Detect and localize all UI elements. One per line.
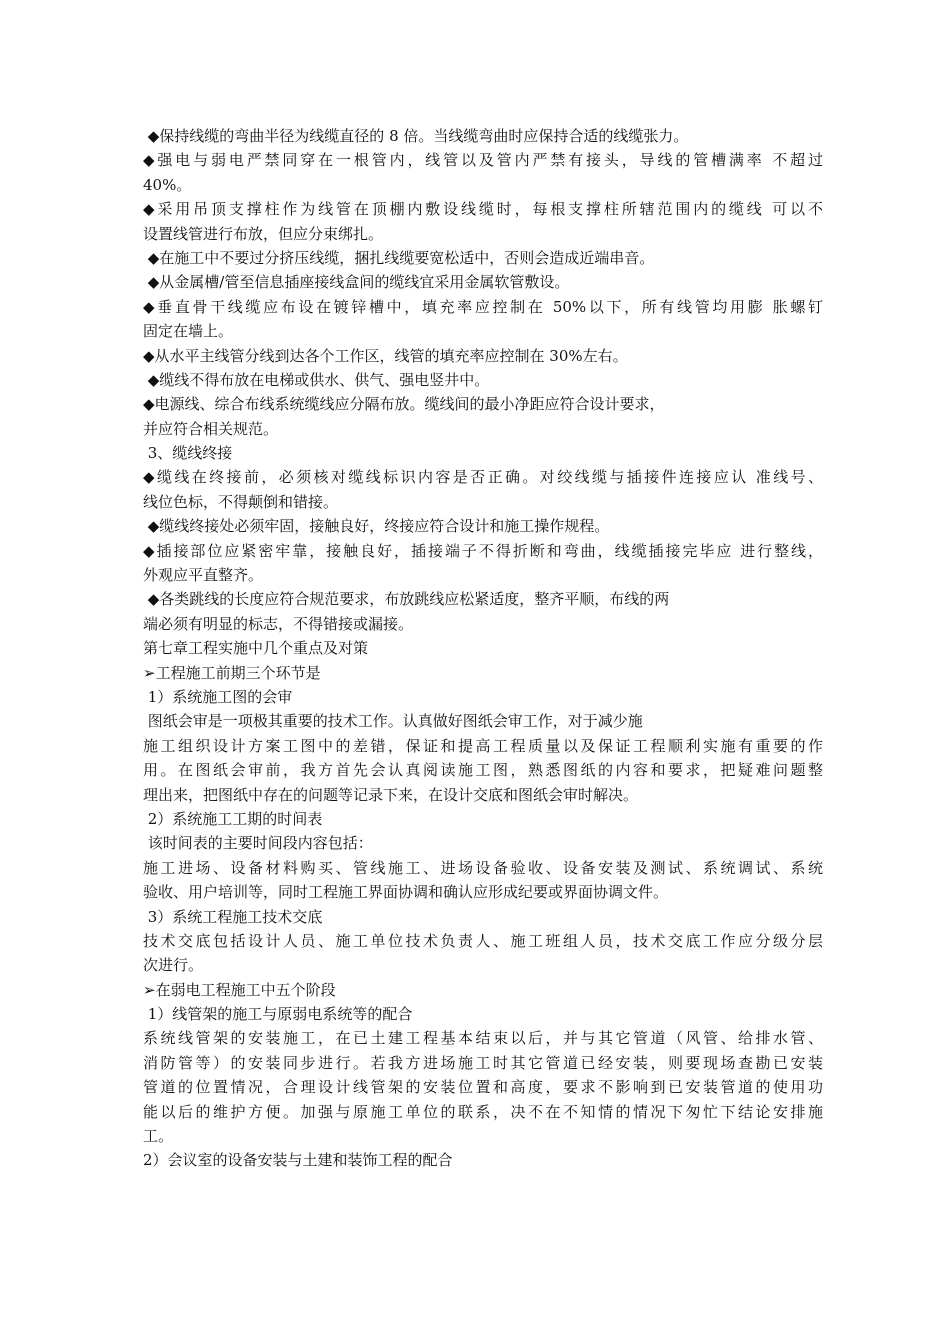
text-line: ◆从水平主线管分线到达各个工作区，线管的填充率应控制在 30%左右。 <box>143 346 628 365</box>
text-line: 该时间表的主要时间段内容包括： <box>143 834 373 853</box>
text-line: 40%。 <box>143 175 192 194</box>
item-heading: 1）系统施工图的会审 <box>143 687 293 706</box>
text-line: 施工进场、设备材料购买、管线施工、进场设备验收、设备安装及测试、系统调试、系统 <box>143 858 823 877</box>
text-line: 工。 <box>143 1127 174 1146</box>
text-line: ◆在施工中不要过分挤压线缆，捆扎线缆要宽松适中，否则会造成近端串音。 <box>143 248 655 267</box>
text-line: 施工组织设计方案工图中的差错，保证和提高工程质量以及保证工程顺利实施有重要的作 <box>143 736 823 755</box>
text-line: 用。在图纸会审前，我方首先会认真阅读施工图，熟悉图纸的内容和要求，把疑难问题整 <box>143 761 823 780</box>
text-line: ◆垂直骨干线缆应布设在镀锌槽中，填充率应控制在 50%以下，所有线管均用膨 胀螺钉 <box>143 297 823 316</box>
item-heading: 2）系统施工工期的时间表 <box>143 809 323 828</box>
text-line: 系统线管架的安装施工，在已土建工程基本结束以后，并与其它管道（风管、给排水管、 <box>143 1029 823 1048</box>
text-line: 线位色标，不得颠倒和错接。 <box>143 492 339 511</box>
text-line: ◆保持线缆的弯曲半径为线缆直径的 8 倍。当线缆弯曲时应保持合适的线缆张力。 <box>143 127 689 145</box>
text-line: 理出来，把图纸中存在的问题等记录下来，在设计交底和图纸会审时解决。 <box>143 785 639 804</box>
text-line: ◆缆线在终接前，必须核对缆线标识内容是否正确。对绞线缆与插接件连接应认 准线号、 <box>143 468 823 487</box>
text-line: ◆各类跳线的长度应符合规范要求，布放跳线应松紧适度，整齐平顺，布线的两 <box>143 590 670 609</box>
text-line: 次进行。 <box>143 956 204 975</box>
text-line: ◆插接部位应紧密牢靠，接触良好，插接端子不得折断和弯曲，线缆插接完毕应 进行整线， <box>143 541 823 560</box>
chapter-heading: 第七章工程实施中几个重点及对策 <box>143 639 369 658</box>
text-line: 验收、用户培训等，同时工程施工界面协调和确认应形成纪要或界面协调文件。 <box>143 883 669 902</box>
text-line: 能以后的维护方便。加强与原施工单位的联系，决不在不知情的情况下匆忙下结论安排施 <box>143 1102 823 1121</box>
subsection-heading: ➢工程施工前期三个环节是 <box>143 663 321 682</box>
text-line: 图纸会审是一项极其重要的技术工作。认真做好图纸会审工作，对于减少施 <box>143 712 643 731</box>
text-line: 固定在墙上。 <box>143 322 234 341</box>
text-line: 并应符合相关规范。 <box>143 419 279 438</box>
text-line: 设置线管进行布放，但应分束绑扎。 <box>143 224 384 243</box>
text-line: 外观应平直整齐。 <box>143 566 264 585</box>
subsection-heading: ➢在弱电工程施工中五个阶段 <box>143 980 336 999</box>
text-line: ◆从金属槽/管至信息插座接线盒间的缆线宜采用金属软管敷设。 <box>143 273 570 292</box>
text-line: 技术交底包括设计人员、施工单位技术负责人、施工班组人员，技术交底工作应分级分层 <box>143 931 823 950</box>
section-heading: 3、缆线终接 <box>143 444 233 463</box>
text-line: 管道的位置情况，合理设计线管架的安装位置和高度，要求不影响到已安装管道的使用功 <box>143 1078 823 1097</box>
text-line: ◆缆线终接处必须牢固，接触良好，终接应符合设计和施工操作规程。 <box>143 517 610 536</box>
document-body <box>143 124 823 1173</box>
text-line: ◆缆线不得布放在电梯或供水、供气、强电竖井中。 <box>143 370 490 389</box>
text-line: ◆强电与弱电严禁同穿在一根管内，线管以及管内严禁有接头，导线的管槽满率 不超过 <box>143 151 823 170</box>
text-line: ◆电源线、综合布线系统缆线应分隔布放。缆线间的最小净距应符合设计要求， <box>143 395 665 414</box>
text-line: 消防管等）的安装同步进行。若我方进场施工时其它管道已经安装，则要现场查勘已安装 <box>143 1053 823 1072</box>
text-line: ◆采用吊顶支撑柱作为线管在顶棚内敷设线缆时，每根支撑柱所辖范围内的缆线 可以不 <box>143 200 823 219</box>
text-line: 端必须有明显的标志，不得错接或漏接。 <box>143 614 414 633</box>
item-heading: 1）线管架的施工与原弱电系统等的配合 <box>143 1005 413 1024</box>
item-heading: 3）系统工程施工技术交底 <box>143 907 323 926</box>
item-heading: 2）会议室的设备安装与土建和装饰工程的配合 <box>143 1151 453 1170</box>
